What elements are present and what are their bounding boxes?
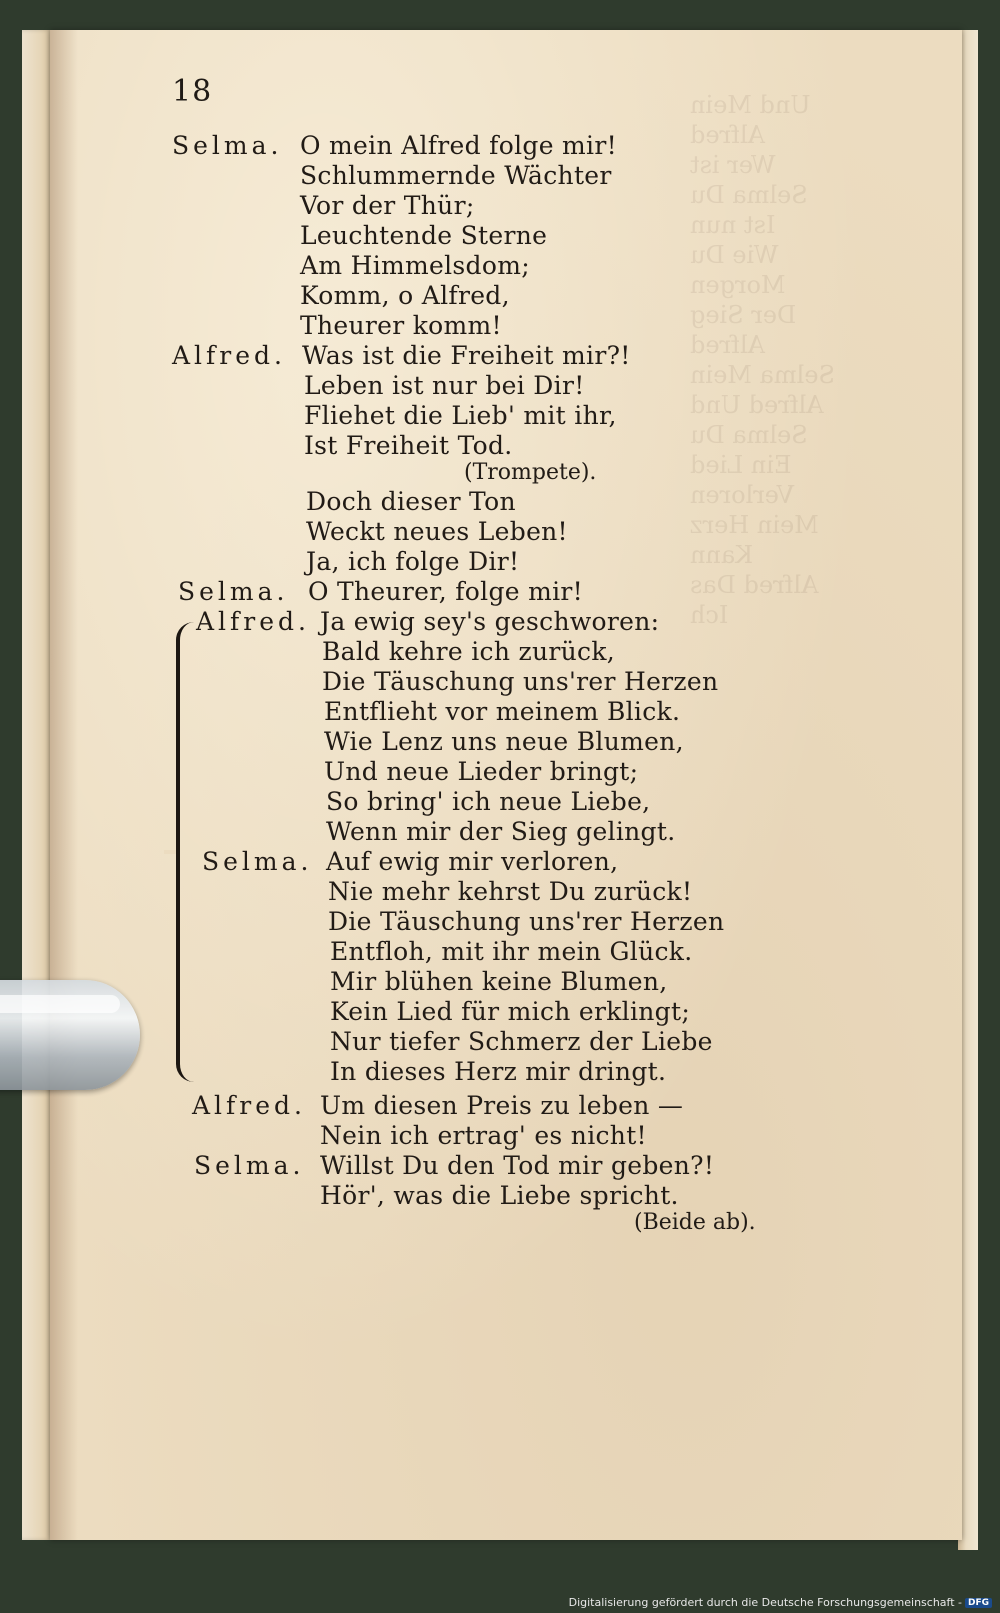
bleed-through-line: Ein Lied <box>690 451 792 479</box>
speaker-label: Selma. <box>202 847 313 876</box>
verse-line: Die Täuschung uns'rer Herzen <box>328 907 725 936</box>
stage-direction: (Beide ab). <box>634 1210 756 1235</box>
verse-line: Nein ich ertrag' es nicht! <box>320 1121 647 1150</box>
verse-line: Um diesen Preis zu leben — <box>320 1091 684 1120</box>
bleed-through-line: Wie Du <box>690 241 779 269</box>
page-gutter-shadow <box>50 30 78 1540</box>
verse-line: Die Täuschung uns'rer Herzen <box>322 667 719 696</box>
verse-line: Mir blühen keine Blumen, <box>330 967 668 996</box>
page-number: 18 <box>172 74 213 109</box>
verse-line: Schlummernde Wächter <box>300 161 612 190</box>
verse-line: Was ist die Freiheit mir?! <box>302 341 631 370</box>
verse-line: Hör', was die Liebe spricht. <box>320 1181 679 1210</box>
bleed-through-line: Verloren <box>690 481 795 509</box>
verse-line: Und neue Lieder bringt; <box>324 757 639 786</box>
bleed-through-line: Selma Du <box>690 421 808 449</box>
verse-line: Wenn mir der Sieg gelingt. <box>326 817 676 846</box>
bleed-through-line: Selma Du <box>690 181 808 209</box>
speaker-label: Alfred. <box>192 1091 306 1120</box>
verse-line: O mein Alfred folge mir! <box>300 131 617 160</box>
verse-line: Vor der Thür; <box>300 191 475 220</box>
verse-line: Willst Du den Tod mir geben?! <box>320 1151 715 1180</box>
bleed-through-line: Morgen <box>690 271 786 299</box>
bleed-through-line: Ich <box>690 601 729 629</box>
bleed-through-line: Alfred <box>690 331 765 359</box>
bleed-through-line: Mein Herz <box>690 511 819 539</box>
verse-line: Entflieht vor meinem Blick. <box>324 697 681 726</box>
bleed-through-line: Und Mein <box>690 91 811 119</box>
verse-line: Auf ewig mir verloren, <box>326 847 619 876</box>
bleed-through-line: Alfred <box>690 121 765 149</box>
credit-text: Digitalisierung gefördert durch die Deutsche Forschungsgemeinschaft - <box>568 1596 962 1609</box>
page-stack-left-edge <box>22 30 52 1540</box>
bleed-through-text <box>690 90 940 1350</box>
verse-line: Theurer komm! <box>300 311 502 340</box>
verse-line: Wie Lenz uns neue Blumen, <box>324 727 684 756</box>
stage-direction: (Trompete). <box>464 460 597 485</box>
digitization-credit <box>569 1596 992 1609</box>
bleed-through-line: Alfred Und <box>690 391 824 419</box>
dfg-logo: DFG <box>965 1598 992 1608</box>
verse-line: Ja, ich folge Dir! <box>306 547 520 576</box>
verse-line: Fliehet die Lieb' mit ihr, <box>304 401 617 430</box>
speaker-label: Alfred. <box>172 341 286 370</box>
verse-line: Am Himmelsdom; <box>300 251 530 280</box>
verse-line: Kein Lied für mich erklingt; <box>330 997 691 1026</box>
bleed-through-line: Kann <box>690 541 754 569</box>
bleed-through-line: Alfred Das <box>690 571 819 599</box>
verse-line: So bring' ich neue Liebe, <box>326 787 651 816</box>
verse-line: Bald kehre ich zurück, <box>322 637 616 666</box>
verse-line: Nur tiefer Schmerz der Liebe <box>330 1027 713 1056</box>
verse-line: Ja ewig sey's geschworen: <box>320 607 660 636</box>
verse-line: Nie mehr kehrst Du zurück! <box>328 877 693 906</box>
bleed-through-line: Der Sieg <box>690 301 797 329</box>
verse-line: Leuchtende Sterne <box>300 221 548 250</box>
speaker-label: Alfred. <box>196 607 310 636</box>
verse-line: Entfloh, mit ihr mein Glück. <box>330 937 693 966</box>
verse-line: Weckt neues Leben! <box>306 517 568 546</box>
verse-line: Doch dieser Ton <box>306 487 516 516</box>
verse-line: O Theurer, folge mir! <box>308 577 584 606</box>
speaker-label: Selma. <box>194 1151 305 1180</box>
bleed-through-line: Wer ist <box>690 151 776 179</box>
verse-line: In dieses Herz mir dringt. <box>330 1057 667 1086</box>
verse-line: Komm, o Alfred, <box>300 281 510 310</box>
speaker-label: Selma. <box>172 131 283 160</box>
speaker-label: Selma. <box>178 577 289 606</box>
bleed-through-line: Ist nun <box>690 211 776 239</box>
scanner-clip-highlight <box>0 995 120 1013</box>
duet-brace <box>176 622 200 1082</box>
verse-line: Ist Freiheit Tod. <box>304 431 513 460</box>
verse-line: Leben ist nur bei Dir! <box>304 371 585 400</box>
bleed-through-line: Selma Mein <box>690 361 835 389</box>
